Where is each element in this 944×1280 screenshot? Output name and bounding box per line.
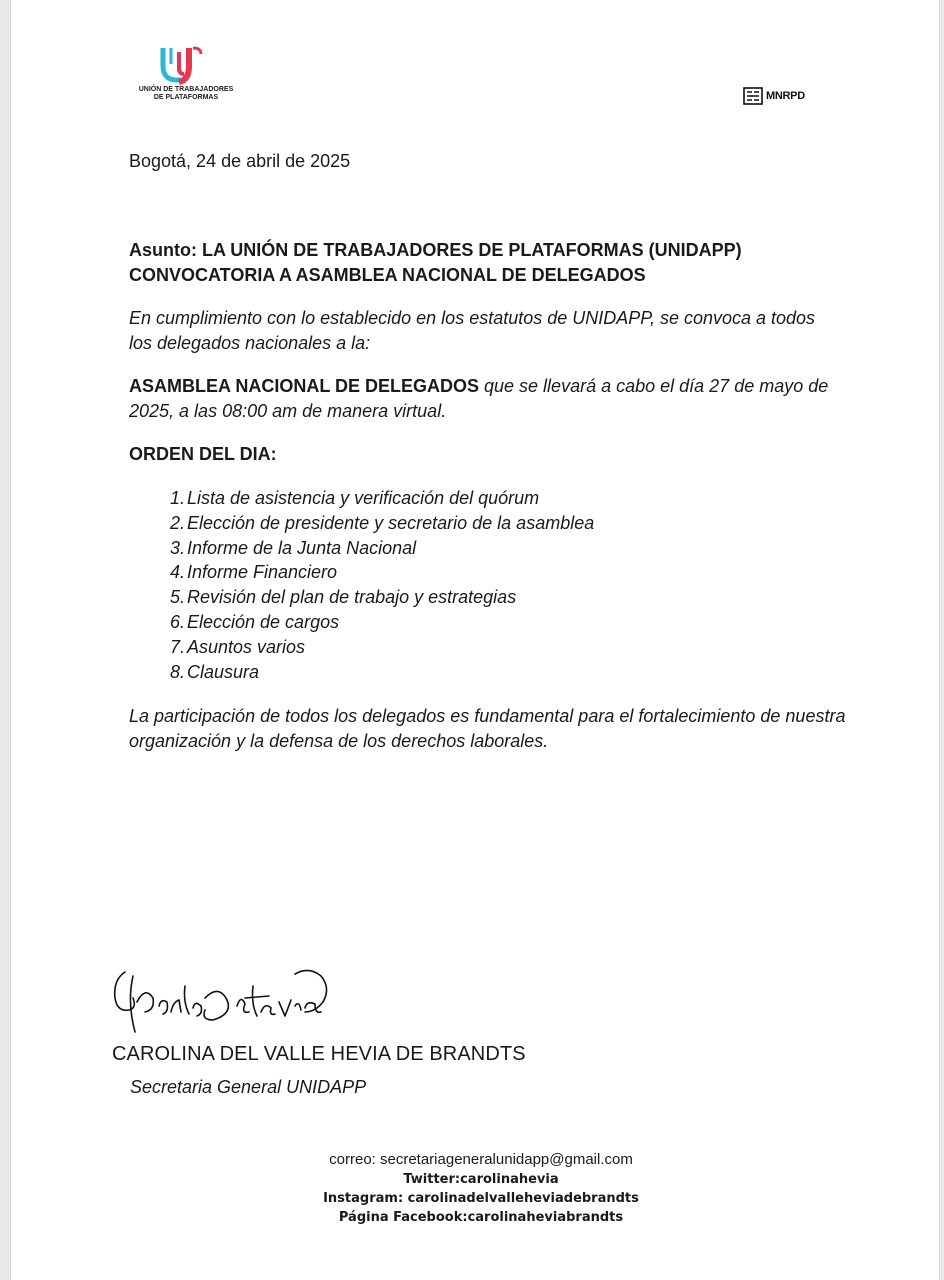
closing-paragraph: La participación de todos los delegados es fundamental para el fortalecimiento de nuestra organización y la defensa de los derechos laborales. bbox=[129, 706, 846, 751]
agenda-item-number: 2. bbox=[169, 512, 185, 533]
mnrpd-logo bbox=[743, 86, 805, 106]
signer-role: Secretaria General UNIDAPP bbox=[130, 1077, 367, 1097]
agenda-item-text: Informe de la Junta Nacional bbox=[187, 537, 417, 558]
agenda-item-number: 5. bbox=[169, 587, 185, 608]
assembly-paragraph bbox=[129, 374, 849, 424]
agenda-item-text: Elección de presidente y secretario de la asamblea bbox=[187, 512, 595, 533]
subject-line-1: Asunto: LA UNIÓN DE TRABAJADORES DE PLATAFORMAS (UNIDAPP) bbox=[129, 240, 742, 260]
agenda-item-text: Revisión del plan de trabajo y estrategias bbox=[187, 587, 517, 608]
agenda-item-text: Informe Financiero bbox=[187, 562, 338, 583]
agenda-item-text: Asuntos varios bbox=[187, 636, 306, 657]
agenda-item bbox=[151, 486, 594, 511]
agenda-item bbox=[151, 635, 594, 660]
agenda-item-number: 4. bbox=[169, 562, 185, 583]
mnrpd-wordmark: MNRPD bbox=[766, 90, 805, 102]
intro-paragraph: En cumplimiento con lo establecido en los estatutos de UNIDAPP, se convoca a todos los delegados nacionales a la: bbox=[129, 308, 816, 353]
agenda-item-text: Lista de asistencia y verificación del quórum bbox=[187, 488, 540, 508]
subject-line-2: CONVOCATORIA A ASAMBLEA NACIONAL DE DELEGADOS bbox=[129, 265, 646, 285]
letter-date: Bogotá, 24 de abril de 2025 bbox=[129, 151, 351, 171]
unidapp-logo bbox=[131, 44, 241, 106]
footer-twitter: Twitter:carolinahevia bbox=[403, 1172, 559, 1187]
signer-name: CAROLINA DEL VALLE HEVIA DE BRANDTS bbox=[112, 1043, 526, 1065]
agenda-item bbox=[151, 660, 594, 685]
handwritten-signature bbox=[109, 962, 339, 1042]
footer-email: correo: secretariageneralunidapp@gmail.com bbox=[329, 1151, 633, 1168]
agenda-item bbox=[151, 610, 594, 635]
document-page bbox=[10, 0, 940, 1280]
assembly-title: ASAMBLEA NACIONAL DE DELEGADOS bbox=[129, 376, 480, 396]
contact-footer bbox=[251, 1150, 711, 1227]
logo-caption-line2: DE PLATAFORMAS bbox=[153, 94, 219, 101]
unidapp-u-icon bbox=[157, 44, 215, 86]
agenda-item-number: 3. bbox=[169, 537, 185, 558]
agenda-item-number: 1. bbox=[169, 488, 185, 508]
signature-scribble bbox=[109, 962, 339, 1042]
mnrpd-icon bbox=[743, 87, 763, 105]
agenda-item bbox=[151, 585, 594, 610]
agenda-item-number: 8. bbox=[169, 661, 185, 682]
footer-instagram: Instagram: carolinadelvalleheviadebrandts bbox=[323, 1191, 639, 1206]
agenda-title: ORDEN DEL DIA: bbox=[129, 444, 277, 464]
agenda-item bbox=[151, 560, 594, 585]
agenda-item bbox=[151, 511, 594, 536]
agenda-item-text: Clausura bbox=[187, 661, 260, 682]
agenda-item bbox=[151, 536, 594, 561]
agenda-item-text: Elección de cargos bbox=[187, 611, 340, 632]
agenda-list bbox=[151, 486, 594, 684]
assembly-details: que se llevará a cabo el día 27 de mayo de 2025, a las 08:00 am de manera virtual. bbox=[129, 376, 829, 421]
logo-caption-line1: UNIÓN DE TRABAJADORES bbox=[138, 86, 234, 93]
agenda-item-number: 6. bbox=[169, 611, 185, 632]
letter-subject bbox=[129, 238, 849, 288]
agenda-item-number: 7. bbox=[169, 636, 185, 657]
footer-facebook: Página Facebook:carolinaheviabrandts bbox=[338, 1210, 624, 1225]
